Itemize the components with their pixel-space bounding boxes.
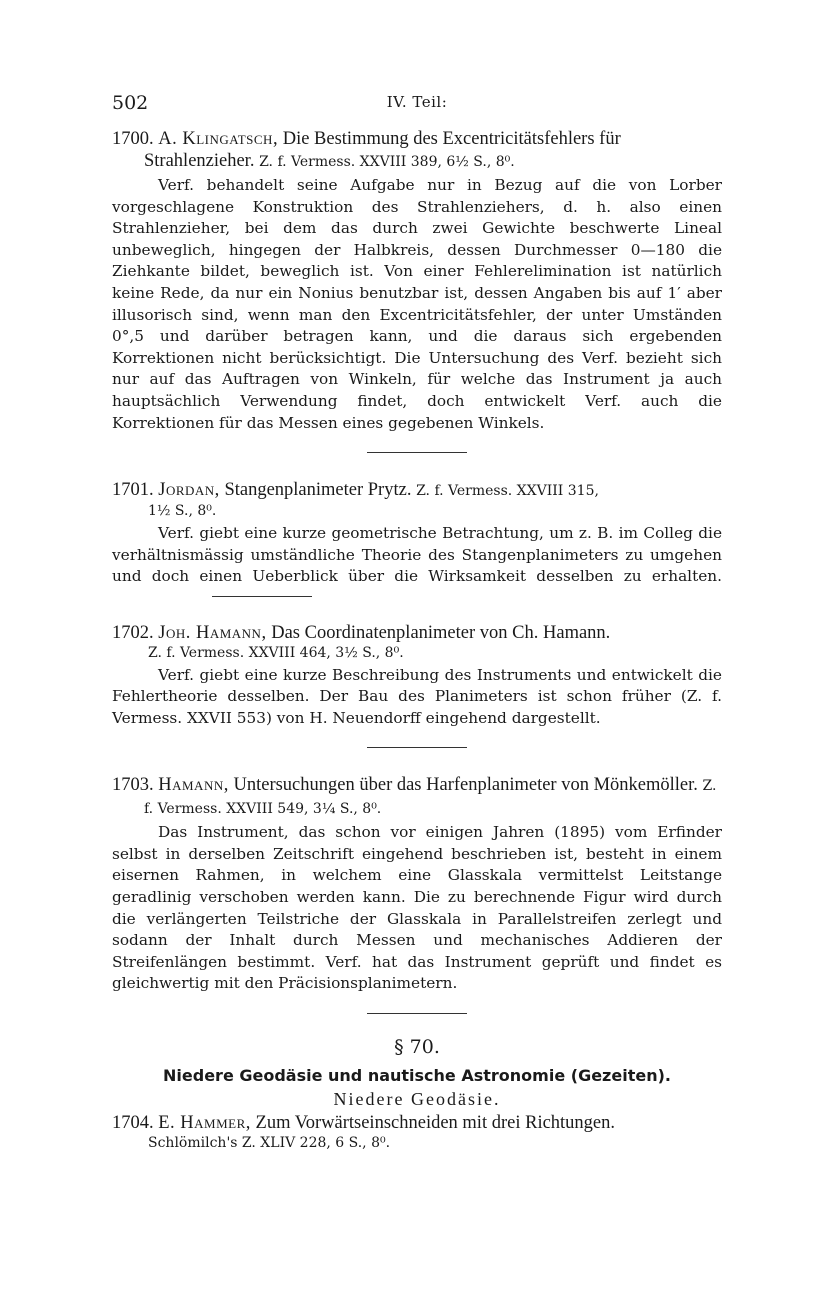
entry-author: E. Hammer, (158, 1113, 251, 1134)
page (112, 88, 722, 1153)
entry-reference-continued: 1½ S., 8⁰. (148, 503, 217, 520)
section-number: § 70. (394, 1036, 440, 1059)
entry-heading (112, 1112, 722, 1134)
entry-reference: Z. f. Vermess. XXVIII 315, (416, 483, 599, 500)
entry-author: Jordan, (158, 480, 220, 501)
entry-abstract: Verf. behandelt seine Aufgabe nur in Bezug auf die von Lorber vorgeschlagene Konstruktion des Strahlenziehers, d. h. also einen Strahlenzieher, bei dem das durch zwei Gewichte beschwerte Lineal unbeweglich, hingegen der Halbkreis, dessen Durchmesser 0—180 die Ziehkante bildet, beweglich ist. Von einer Fehlerelimination ist natürlich keine Rede, da nur ein Nonius benutzbar ist, dessen Angaben bis auf 1′ aber illusorisch sind, wenn man den Excentricitätsfehler, der unter Umständen 0°,5 und darüber betragen kann, und die daraus sich ergebenden Korrektionen nicht berücksichtigt. Die Untersuchung des Verf. bezieht sich nur auf das Auftragen von Winkeln, für welche das Instrument ja auch hauptsächlich Verwendung findet, doch entwickelt Verf. auch die Korrektionen für das Messen eines gegebenen Winkels. (112, 176, 722, 432)
entry-title: Stangenplanimeter Prytz. (224, 480, 412, 501)
running-title: IV. Teil: (386, 93, 448, 111)
entry-1701 (112, 479, 722, 609)
entry-title: Die Bestimmung des Excentricitätsfehlers für Strahlenzieher. (144, 129, 621, 171)
entry-title: Untersuchungen über das Harfenplanimeter von Mönkemöller. (233, 775, 698, 796)
subsection-title: Niedere Geodäsie. (333, 1089, 501, 1110)
entry-reference: Schlömilch's Z. XLIV 228, 6 S., 8⁰. (148, 1135, 391, 1152)
entry-number: 1700. (112, 129, 154, 149)
entry-number: 1701. (112, 480, 154, 501)
section-title: Niedere Geodäsie und nautische Astronomie (Gezeiten). (163, 1066, 671, 1086)
separator-rule (367, 1013, 467, 1014)
entry-author: Hamann, (158, 775, 229, 796)
entry-reference: Z. f. Vermess. XXVIII 389, 6½ S., 8⁰. (259, 154, 515, 170)
entry-heading (112, 622, 722, 644)
entry-abstract (112, 523, 722, 609)
entry-reference: Z. f. Vermess. XXVIII 464, 3½ S., 8⁰. (148, 644, 404, 661)
entry-heading (112, 128, 722, 173)
separator-rule (367, 452, 467, 453)
entry-title: Das Coordinatenplanimeter von Ch. Hamann. (271, 622, 611, 643)
entry-abstract: Das Instrument, das schon vor einigen Jahren (1895) vom Erfinder selbst in derselben Zeitschrift eingehend beschrieben ist, besteht in einem eisernen Rahmen, in welchem eine Glasskala vermittelst Leitstange geradlinig verschoben werden kann. Die zu berechnende Figur wird durch die verlängerten Teilstriche der Glasskala in Parallelstreifen zerlegt und sodann der Inhalt durch Messen und mechanisches Addieren der Streifenlängen bestimmt. Verf. hat das Instrument geprüft und findet es gleichwertig mit den Präcisionsplanimetern. (112, 823, 722, 993)
entry-abstract-text: Verf. giebt eine kurze geometrische Betrachtung, um z. B. im Colleg die verhältnismässig umständliche Theorie des Stangenplanimeters zu umgehen und doch einen Ueberblick über die Wirksamkeit desselben zu erhalten. (112, 524, 722, 586)
entry-1704 (112, 1112, 722, 1153)
entry-number: 1702. (112, 622, 154, 643)
page-number: 502 (112, 92, 149, 114)
separator-rule (212, 596, 312, 597)
separator-rule (367, 747, 467, 748)
entry-title: Zum Vorwärtseinschneiden mit drei Richtungen. (255, 1113, 616, 1134)
entry-heading (112, 479, 722, 502)
entry-1702 (112, 622, 722, 749)
entry-author: A. Klingatsch, (158, 129, 279, 149)
entry-1703 (112, 774, 722, 1014)
entry-heading (112, 774, 722, 820)
page-header (112, 88, 722, 116)
entry-1700 (112, 128, 722, 453)
entry-number: 1703. (112, 775, 154, 796)
entry-number: 1704. (112, 1113, 154, 1134)
entry-author: Joh. Hamann, (158, 622, 267, 643)
entry-reference: Z. f. Vermess. XXVIII 549, 3¼ S., 8⁰. (144, 778, 717, 818)
entry-abstract: Verf. giebt eine kurze Beschreibung des Instruments und entwickelt die Fehlertheorie desselben. Der Bau des Planimeters ist schon früher (Z. f. Vermess. XXVII 553) von H. Neuendorff eingehend dargestellt. (112, 665, 722, 727)
